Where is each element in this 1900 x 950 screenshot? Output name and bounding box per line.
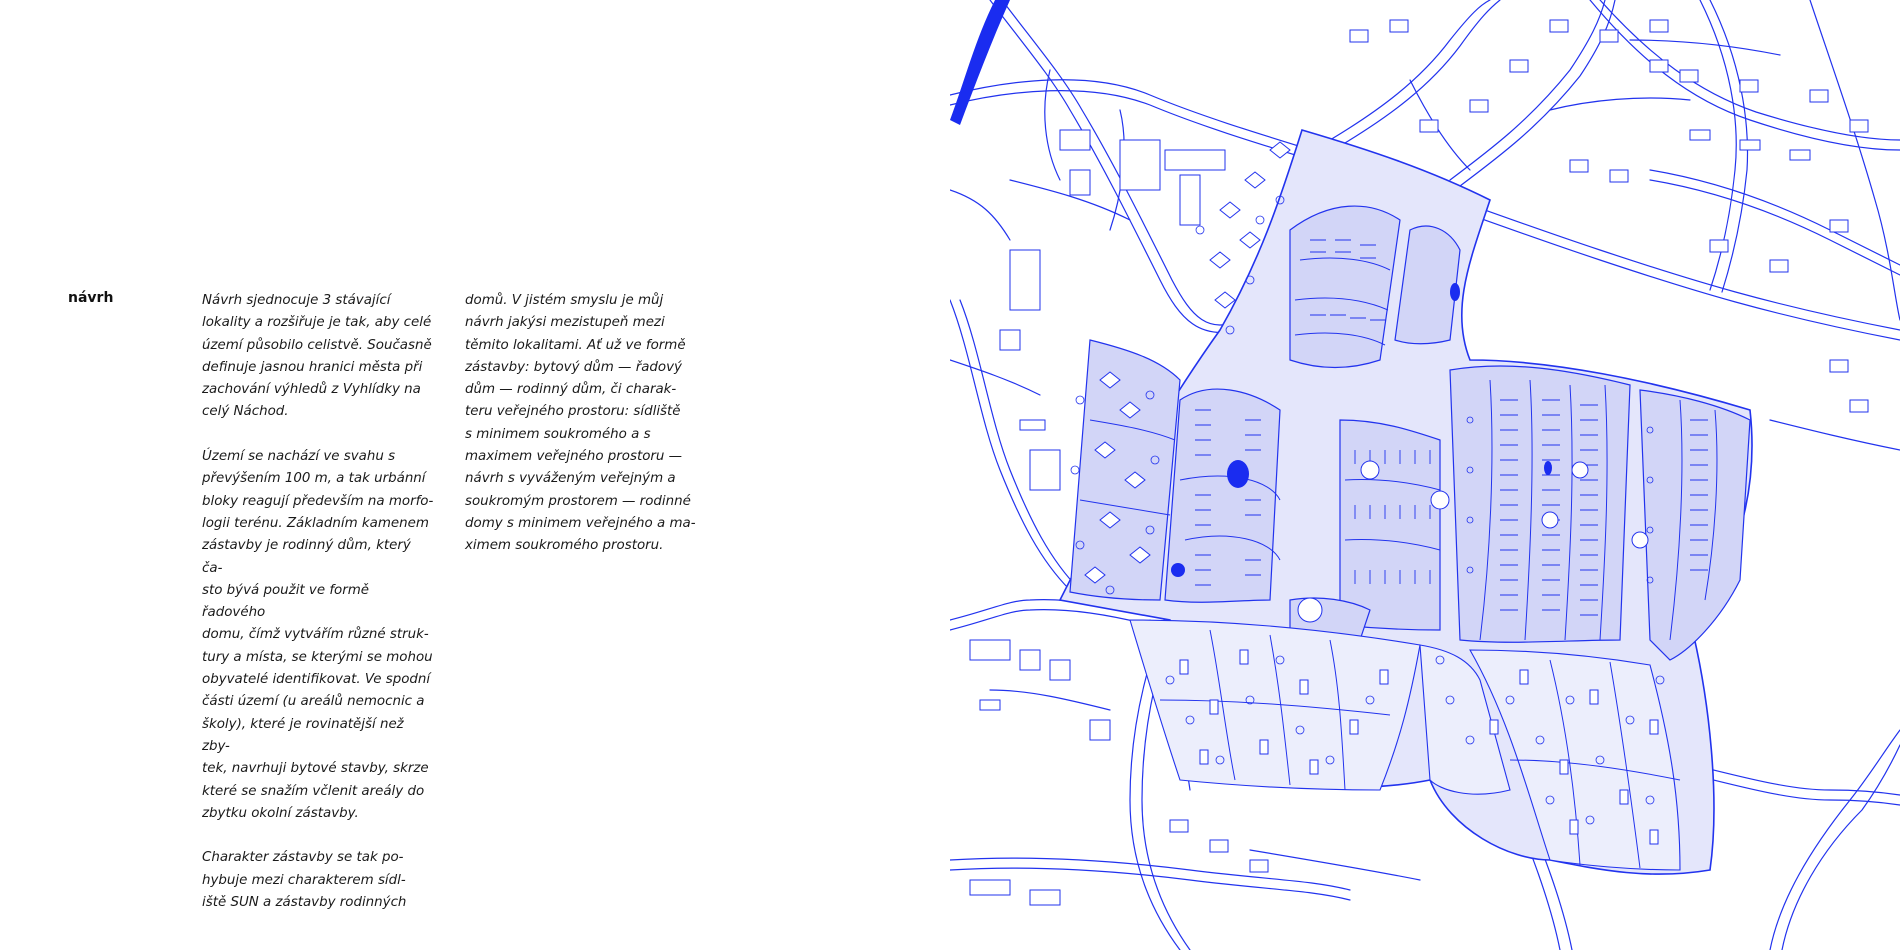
site-plan-map bbox=[950, 0, 1900, 950]
paragraph: Návrh sjednocuje 3 stávající lokality a rozšiřuje je tak, aby celé území působilo celistvě. Současně definuje jasnou hranici města při zachování výhledů z Vyhlídky na celý Náchod. bbox=[202, 293, 432, 420]
paragraph: domů. V jistém smyslu je můj návrh jakýsi mezistupeň mezi těmito lokalitami. Ať už ve formě zástavby: bytový dům — řadový dům — rodinný dům, či charak- teru veřejného prostoru: sídliště s minimem soukromého a s maximem veřejného prostoru — návrh s vyváženým veřejným a soukromým prostorem — rodinné domy s minimem veřejného a ma- ximem soukromého prostoru. bbox=[465, 293, 696, 554]
text-column-1 bbox=[202, 290, 434, 937]
section-label: návrh bbox=[68, 290, 114, 306]
paragraph: Charakter zástavby se tak po- hybuje mezi charakterem sídl- iště SUN a zástavby rodinných bbox=[202, 850, 407, 911]
paragraph: Území se nachází ve svahu s převýšením 100 m, a tak urbánní bloky reagují především na morfo- logii terénu. Základním kamenem zástavby je rodinný dům, který ča- sto bývá použit ve formě řadového domu, čímž vytvářím různé struk- tury a místa, se kterými se mohou obyvatelé identifikovat. Ve spodní části území (u areálů nemocnic a školy), které je rovinatější než zby- tek, navrhuji bytové stavby, skrze které se snažím včlenit areály do zbytku okolní zástavby. bbox=[202, 449, 434, 821]
text-column-2 bbox=[465, 290, 700, 580]
river-icon bbox=[950, 0, 1010, 125]
site-plan-map-icon bbox=[950, 0, 1900, 950]
